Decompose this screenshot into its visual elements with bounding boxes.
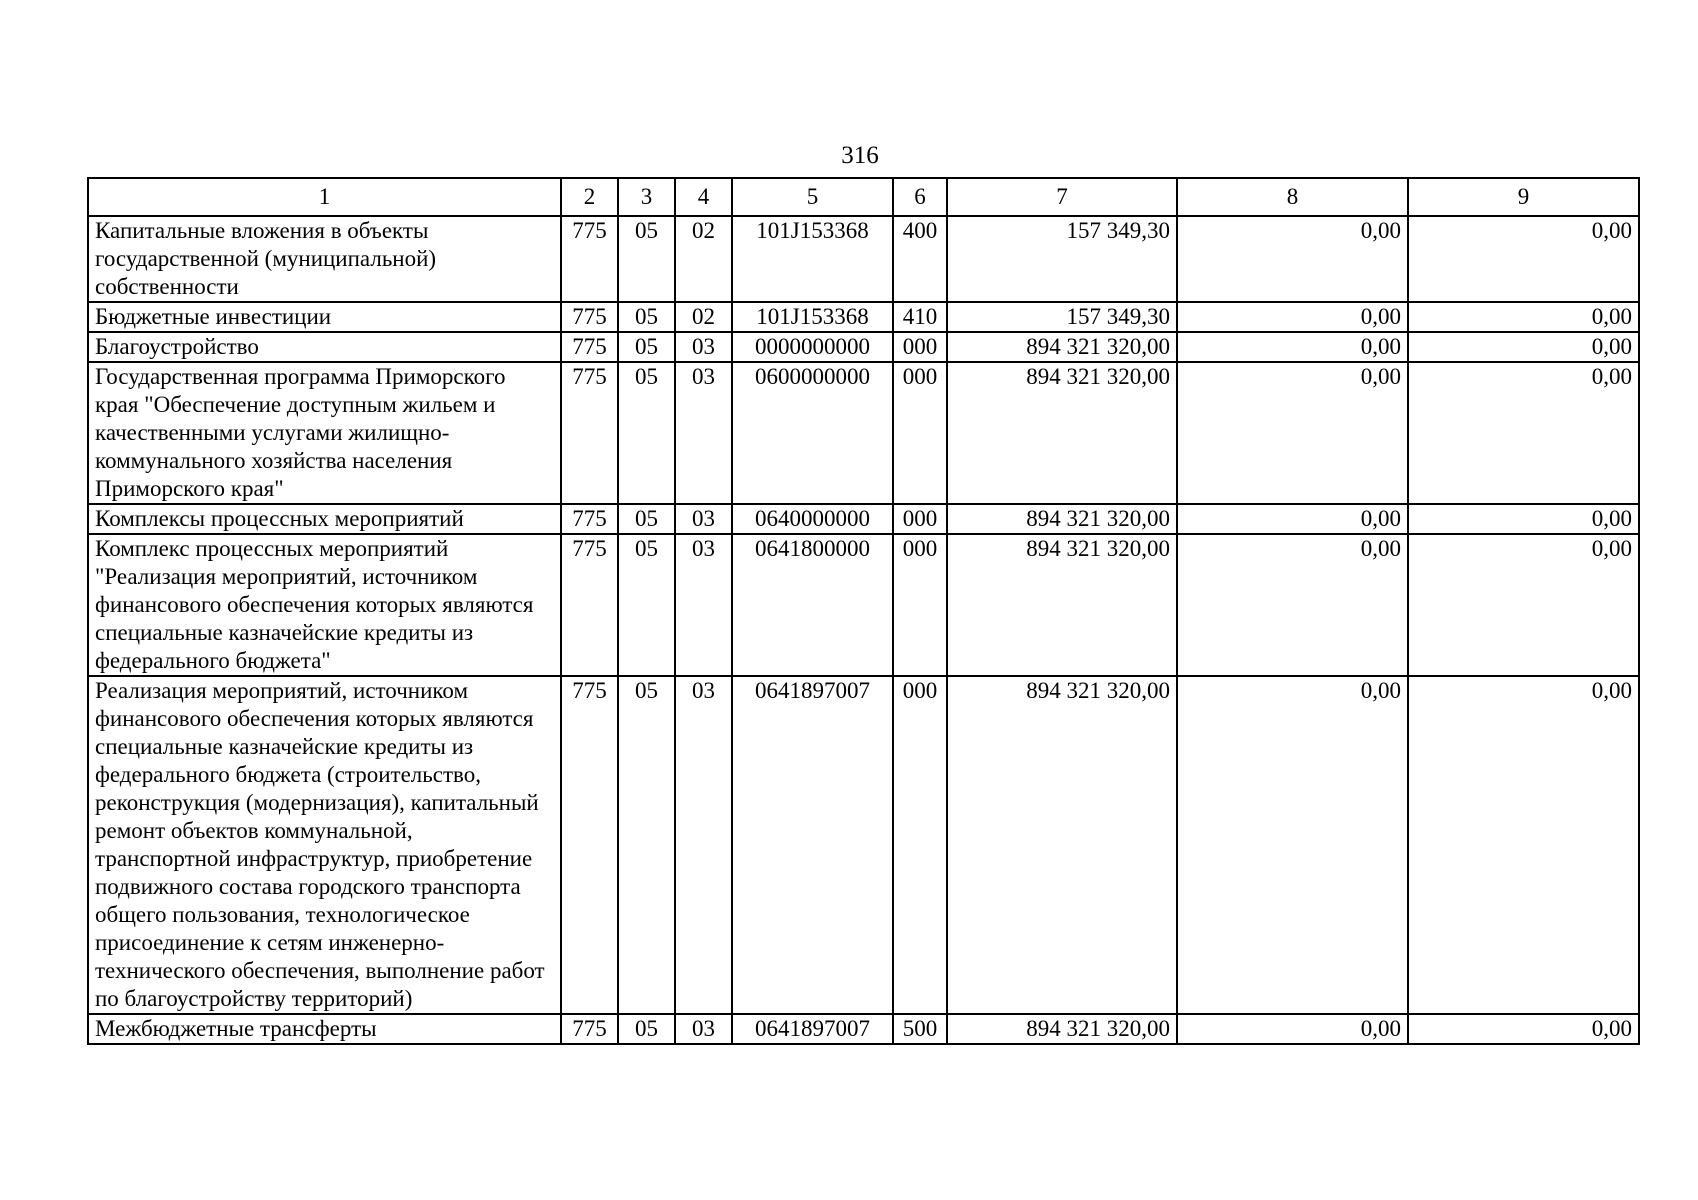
row-subsection-code: 02 <box>675 216 732 302</box>
row-target-code: 0641800000 <box>732 534 893 676</box>
row-expense-type-code: 500 <box>893 1014 947 1044</box>
row-expense-type-code: 400 <box>893 216 947 302</box>
row-subsection-code: 03 <box>675 332 732 362</box>
row-expense-type-code: 000 <box>893 504 947 534</box>
column-header-1: 1 <box>88 178 561 216</box>
column-header-8: 8 <box>1177 178 1408 216</box>
row-amount-9: 0,00 <box>1408 332 1639 362</box>
row-name: Межбюджетные трансферты <box>88 1014 561 1044</box>
table-row <box>88 362 1639 504</box>
row-amount-9: 0,00 <box>1408 1014 1639 1044</box>
row-amount-7: 894 321 320,00 <box>947 676 1177 1014</box>
row-name: Реализация мероприятий, источником финансового обеспечения которых являются специальные казначейские кредиты из федерального бюджета (строительство, реконструкция (модернизация), капитальный ремонт объектов коммунальной, транспортной инфраструктур, приобретение подвижного состава городского транспорта общего пользования, технологическое присоединение к сетям инженерно-технического обеспечения, выполнение работ по благоустройству территорий) <box>88 676 561 1014</box>
table-row <box>88 302 1639 332</box>
row-target-code: 0640000000 <box>732 504 893 534</box>
row-section-code: 05 <box>618 504 675 534</box>
row-subsection-code: 02 <box>675 302 732 332</box>
row-expense-type-code: 000 <box>893 676 947 1014</box>
row-amount-8: 0,00 <box>1177 332 1408 362</box>
row-ministry-code: 775 <box>561 302 618 332</box>
row-subsection-code: 03 <box>675 504 732 534</box>
row-amount-9: 0,00 <box>1408 676 1639 1014</box>
column-header-5: 5 <box>732 178 893 216</box>
row-target-code: 101J153368 <box>732 216 893 302</box>
row-amount-9: 0,00 <box>1408 534 1639 676</box>
row-section-code: 05 <box>618 676 675 1014</box>
row-expense-type-code: 410 <box>893 302 947 332</box>
column-header-2: 2 <box>561 178 618 216</box>
row-ministry-code: 775 <box>561 676 618 1014</box>
row-name: Государственная программа Приморского края "Обеспечение доступным жильем и качественными услугами жилищно-коммунального хозяйства населения Приморского края" <box>88 362 561 504</box>
row-section-code: 05 <box>618 362 675 504</box>
table-row <box>88 1014 1639 1044</box>
row-amount-8: 0,00 <box>1177 676 1408 1014</box>
table-header-row <box>88 178 1639 216</box>
row-amount-7: 157 349,30 <box>947 216 1177 302</box>
row-amount-9: 0,00 <box>1408 302 1639 332</box>
row-amount-8: 0,00 <box>1177 534 1408 676</box>
row-amount-9: 0,00 <box>1408 362 1639 504</box>
page-number: 316 <box>841 142 879 169</box>
row-ministry-code: 775 <box>561 504 618 534</box>
row-name: Комплекс процессных мероприятий "Реализация мероприятий, источником финансового обеспечения которых являются специальные казначейские кредиты из федерального бюджета" <box>88 534 561 676</box>
row-section-code: 05 <box>618 216 675 302</box>
row-amount-8: 0,00 <box>1177 362 1408 504</box>
column-header-7: 7 <box>947 178 1177 216</box>
table-row <box>88 504 1639 534</box>
row-target-code: 0000000000 <box>732 332 893 362</box>
column-header-3: 3 <box>618 178 675 216</box>
table-row <box>88 216 1639 302</box>
row-ministry-code: 775 <box>561 1014 618 1044</box>
row-name: Комплексы процессных мероприятий <box>88 504 561 534</box>
row-target-code: 0641897007 <box>732 676 893 1014</box>
column-header-4: 4 <box>675 178 732 216</box>
row-amount-8: 0,00 <box>1177 1014 1408 1044</box>
row-section-code: 05 <box>618 332 675 362</box>
row-amount-7: 894 321 320,00 <box>947 332 1177 362</box>
row-subsection-code: 03 <box>675 362 732 504</box>
table-row <box>88 332 1639 362</box>
row-amount-7: 894 321 320,00 <box>947 362 1177 504</box>
column-header-6: 6 <box>893 178 947 216</box>
row-ministry-code: 775 <box>561 534 618 676</box>
row-amount-7: 157 349,30 <box>947 302 1177 332</box>
row-amount-8: 0,00 <box>1177 504 1408 534</box>
row-ministry-code: 775 <box>561 362 618 504</box>
row-target-code: 0600000000 <box>732 362 893 504</box>
row-amount-7: 894 321 320,00 <box>947 1014 1177 1044</box>
row-name: Капитальные вложения в объекты государственной (муниципальной) собственности <box>88 216 561 302</box>
row-target-code: 101J153368 <box>732 302 893 332</box>
row-section-code: 05 <box>618 302 675 332</box>
row-ministry-code: 775 <box>561 332 618 362</box>
row-section-code: 05 <box>618 1014 675 1044</box>
column-header-9: 9 <box>1408 178 1639 216</box>
row-amount-9: 0,00 <box>1408 504 1639 534</box>
table-row <box>88 676 1639 1014</box>
row-amount-7: 894 321 320,00 <box>947 504 1177 534</box>
row-ministry-code: 775 <box>561 216 618 302</box>
row-subsection-code: 03 <box>675 1014 732 1044</box>
row-name: Бюджетные инвестиции <box>88 302 561 332</box>
budget-table <box>87 177 1640 1045</box>
row-amount-9: 0,00 <box>1408 216 1639 302</box>
row-name: Благоустройство <box>88 332 561 362</box>
row-expense-type-code: 000 <box>893 534 947 676</box>
row-target-code: 0641897007 <box>732 1014 893 1044</box>
row-amount-8: 0,00 <box>1177 216 1408 302</box>
row-expense-type-code: 000 <box>893 332 947 362</box>
row-subsection-code: 03 <box>675 534 732 676</box>
row-expense-type-code: 000 <box>893 362 947 504</box>
row-amount-7: 894 321 320,00 <box>947 534 1177 676</box>
table-row <box>88 534 1639 676</box>
row-section-code: 05 <box>618 534 675 676</box>
row-amount-8: 0,00 <box>1177 302 1408 332</box>
row-subsection-code: 03 <box>675 676 732 1014</box>
